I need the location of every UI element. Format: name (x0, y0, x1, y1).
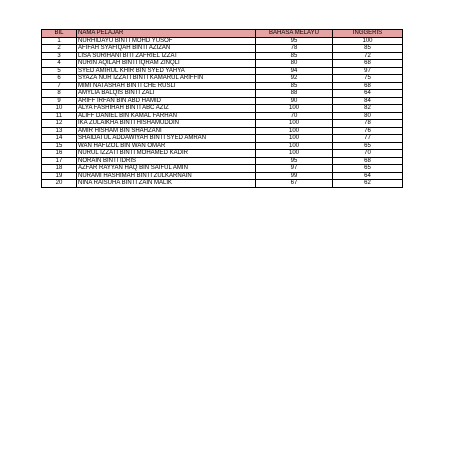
cell-bil[interactable]: 8 (42, 90, 77, 98)
cell-inggeris[interactable]: 68 (333, 60, 403, 68)
cell-bahasa-melayu[interactable]: 100 (256, 127, 333, 135)
cell-bil[interactable]: 3 (42, 52, 77, 60)
cell-name[interactable]: NURHIDAYU BINTI MOHD YUSOF (77, 37, 256, 45)
table-row (42, 172, 403, 180)
cell-inggeris[interactable]: 62 (333, 180, 403, 188)
table-row (42, 165, 403, 173)
header-inggeris[interactable]: INGGERIS (333, 30, 403, 38)
table-row (42, 75, 403, 83)
cell-bil[interactable]: 7 (42, 82, 77, 90)
cell-inggeris[interactable]: 68 (333, 82, 403, 90)
cell-inggeris[interactable]: 85 (333, 45, 403, 53)
cell-inggeris[interactable]: 84 (333, 97, 403, 105)
cell-inggeris[interactable]: 82 (333, 105, 403, 113)
cell-name[interactable]: NINA RAISUHA BINTI ZAIN MALIK (77, 180, 256, 188)
cell-name[interactable]: SHAIDATUL ADDAWIYAH BINTI SYED AMRAN (77, 135, 256, 143)
cell-name[interactable]: AMYLIA BALQIS BINTI ZALI (77, 90, 256, 98)
cell-inggeris[interactable]: 70 (333, 150, 403, 158)
table-row (42, 105, 403, 113)
cell-name[interactable]: NURUL IZZATI BINTI MOHAMED KADIR (77, 150, 256, 158)
cell-inggeris[interactable]: 68 (333, 157, 403, 165)
cell-name[interactable]: AMIR HISHAM BIN SHAHZANI (77, 127, 256, 135)
table-row (42, 60, 403, 68)
cell-bahasa-melayu[interactable]: 100 (256, 120, 333, 128)
cell-bil[interactable]: 16 (42, 150, 77, 158)
cell-inggeris[interactable]: 100 (333, 37, 403, 45)
table-row (42, 112, 403, 120)
cell-bahasa-melayu[interactable]: 70 (256, 112, 333, 120)
header-row (42, 30, 403, 38)
header-bil[interactable]: BIL (42, 30, 77, 38)
cell-bil[interactable]: 13 (42, 127, 77, 135)
student-marks-table (41, 29, 403, 188)
table-row (42, 82, 403, 90)
cell-bahasa-melayu[interactable]: 97 (256, 165, 333, 173)
cell-bil[interactable]: 18 (42, 165, 77, 173)
cell-bahasa-melayu[interactable]: 92 (256, 75, 333, 83)
table-row (42, 180, 403, 188)
cell-name[interactable]: ALIFF DANIEL BIN KAMAL FARHAN (77, 112, 256, 120)
table-row (42, 127, 403, 135)
table-row (42, 135, 403, 143)
cell-bahasa-melayu[interactable]: 99 (256, 172, 333, 180)
header-name[interactable]: NAMA PELAJAR (77, 30, 256, 38)
cell-name[interactable]: AFIFAH SYAFIQAH BINTI AZIZAN (77, 45, 256, 53)
table-row (42, 67, 403, 75)
cell-inggeris[interactable]: 65 (333, 142, 403, 150)
cell-bil[interactable]: 1 (42, 37, 77, 45)
cell-inggeris[interactable]: 75 (333, 75, 403, 83)
cell-bahasa-melayu[interactable]: 95 (256, 157, 333, 165)
cell-name[interactable]: NORAIN BINTI IDRIS (77, 157, 256, 165)
cell-name[interactable]: SYAZA NUR IZZATI BINTI KAMARUL ARIFFIN (77, 75, 256, 83)
cell-bahasa-melayu[interactable]: 95 (256, 37, 333, 45)
cell-bahasa-melayu[interactable]: 80 (256, 60, 333, 68)
cell-name[interactable]: AZFAR RAYYAN HAQ BIN SAIFUL AMIN (77, 165, 256, 173)
cell-inggeris[interactable]: 77 (333, 135, 403, 143)
table-row (42, 157, 403, 165)
cell-inggeris[interactable]: 64 (333, 90, 403, 98)
table-row (42, 120, 403, 128)
cell-bahasa-melayu[interactable]: 94 (256, 67, 333, 75)
cell-inggeris[interactable]: 76 (333, 127, 403, 135)
table-row (42, 142, 403, 150)
table-row (42, 90, 403, 98)
cell-name[interactable]: NURIN AQILAH BINTI IQRAM ZINQLI (77, 60, 256, 68)
table-row (42, 37, 403, 45)
cell-name[interactable]: ALYA FASHIHAH BINTI ABC AZIZ (77, 105, 256, 113)
cell-inggeris[interactable]: 78 (333, 120, 403, 128)
cell-bahasa-melayu[interactable]: 100 (256, 150, 333, 158)
cell-bil[interactable]: 17 (42, 157, 77, 165)
cell-bil[interactable]: 4 (42, 60, 77, 68)
cell-inggeris[interactable]: 65 (333, 165, 403, 173)
cell-bil[interactable]: 19 (42, 172, 77, 180)
table-row (42, 150, 403, 158)
cell-name[interactable]: IKA ZULAIKHA BINTI HISHAMUDDIN (77, 120, 256, 128)
cell-bil[interactable]: 20 (42, 180, 77, 188)
cell-name[interactable]: MIMI NATASHAH BINTI CHE RUSLI (77, 82, 256, 90)
spreadsheet-sheet (41, 29, 402, 188)
cell-bil[interactable]: 9 (42, 97, 77, 105)
table-row (42, 52, 403, 60)
cell-bahasa-melayu[interactable]: 90 (256, 97, 333, 105)
cell-name[interactable]: WAN HAFIZOL BIN WAN OMAR (77, 142, 256, 150)
cell-name[interactable]: SYED AMIRUL KHIR BIN SYED YAHYA (77, 67, 256, 75)
cell-bahasa-melayu[interactable]: 67 (256, 180, 333, 188)
cell-bahasa-melayu[interactable]: 85 (256, 82, 333, 90)
cell-bahasa-melayu[interactable]: 78 (256, 45, 333, 53)
cell-bil[interactable]: 10 (42, 105, 77, 113)
cell-bil[interactable]: 5 (42, 67, 77, 75)
cell-bahasa-melayu[interactable]: 88 (256, 90, 333, 98)
cell-bil[interactable]: 2 (42, 45, 77, 53)
cell-inggeris[interactable]: 64 (333, 172, 403, 180)
table-row (42, 97, 403, 105)
header-bahasa-melayu[interactable]: BAHASA MELAYU (256, 30, 333, 38)
cell-bil[interactable]: 14 (42, 135, 77, 143)
cell-bil[interactable]: 6 (42, 75, 77, 83)
table-body (42, 37, 403, 187)
cell-bil[interactable]: 11 (42, 112, 77, 120)
cell-bahasa-melayu[interactable]: 85 (256, 52, 333, 60)
cell-inggeris[interactable]: 97 (333, 67, 403, 75)
cell-bahasa-melayu[interactable]: 100 (256, 135, 333, 143)
cell-bahasa-melayu[interactable]: 100 (256, 105, 333, 113)
cell-inggeris[interactable]: 80 (333, 112, 403, 120)
cell-bil[interactable]: 12 (42, 120, 77, 128)
cell-name[interactable]: LISA SURIHANI BITI ZAFRIEL IZZAT (77, 52, 256, 60)
cell-bahasa-melayu[interactable]: 100 (256, 142, 333, 150)
cell-inggeris[interactable]: 72 (333, 52, 403, 60)
cell-bil[interactable]: 15 (42, 142, 77, 150)
cell-name[interactable]: ARIFF IRFAN BIN ABD HAMID (77, 97, 256, 105)
cell-name[interactable]: NURAMI HASHIMAH BINTI ZULKARNAIN (77, 172, 256, 180)
table-row (42, 45, 403, 53)
